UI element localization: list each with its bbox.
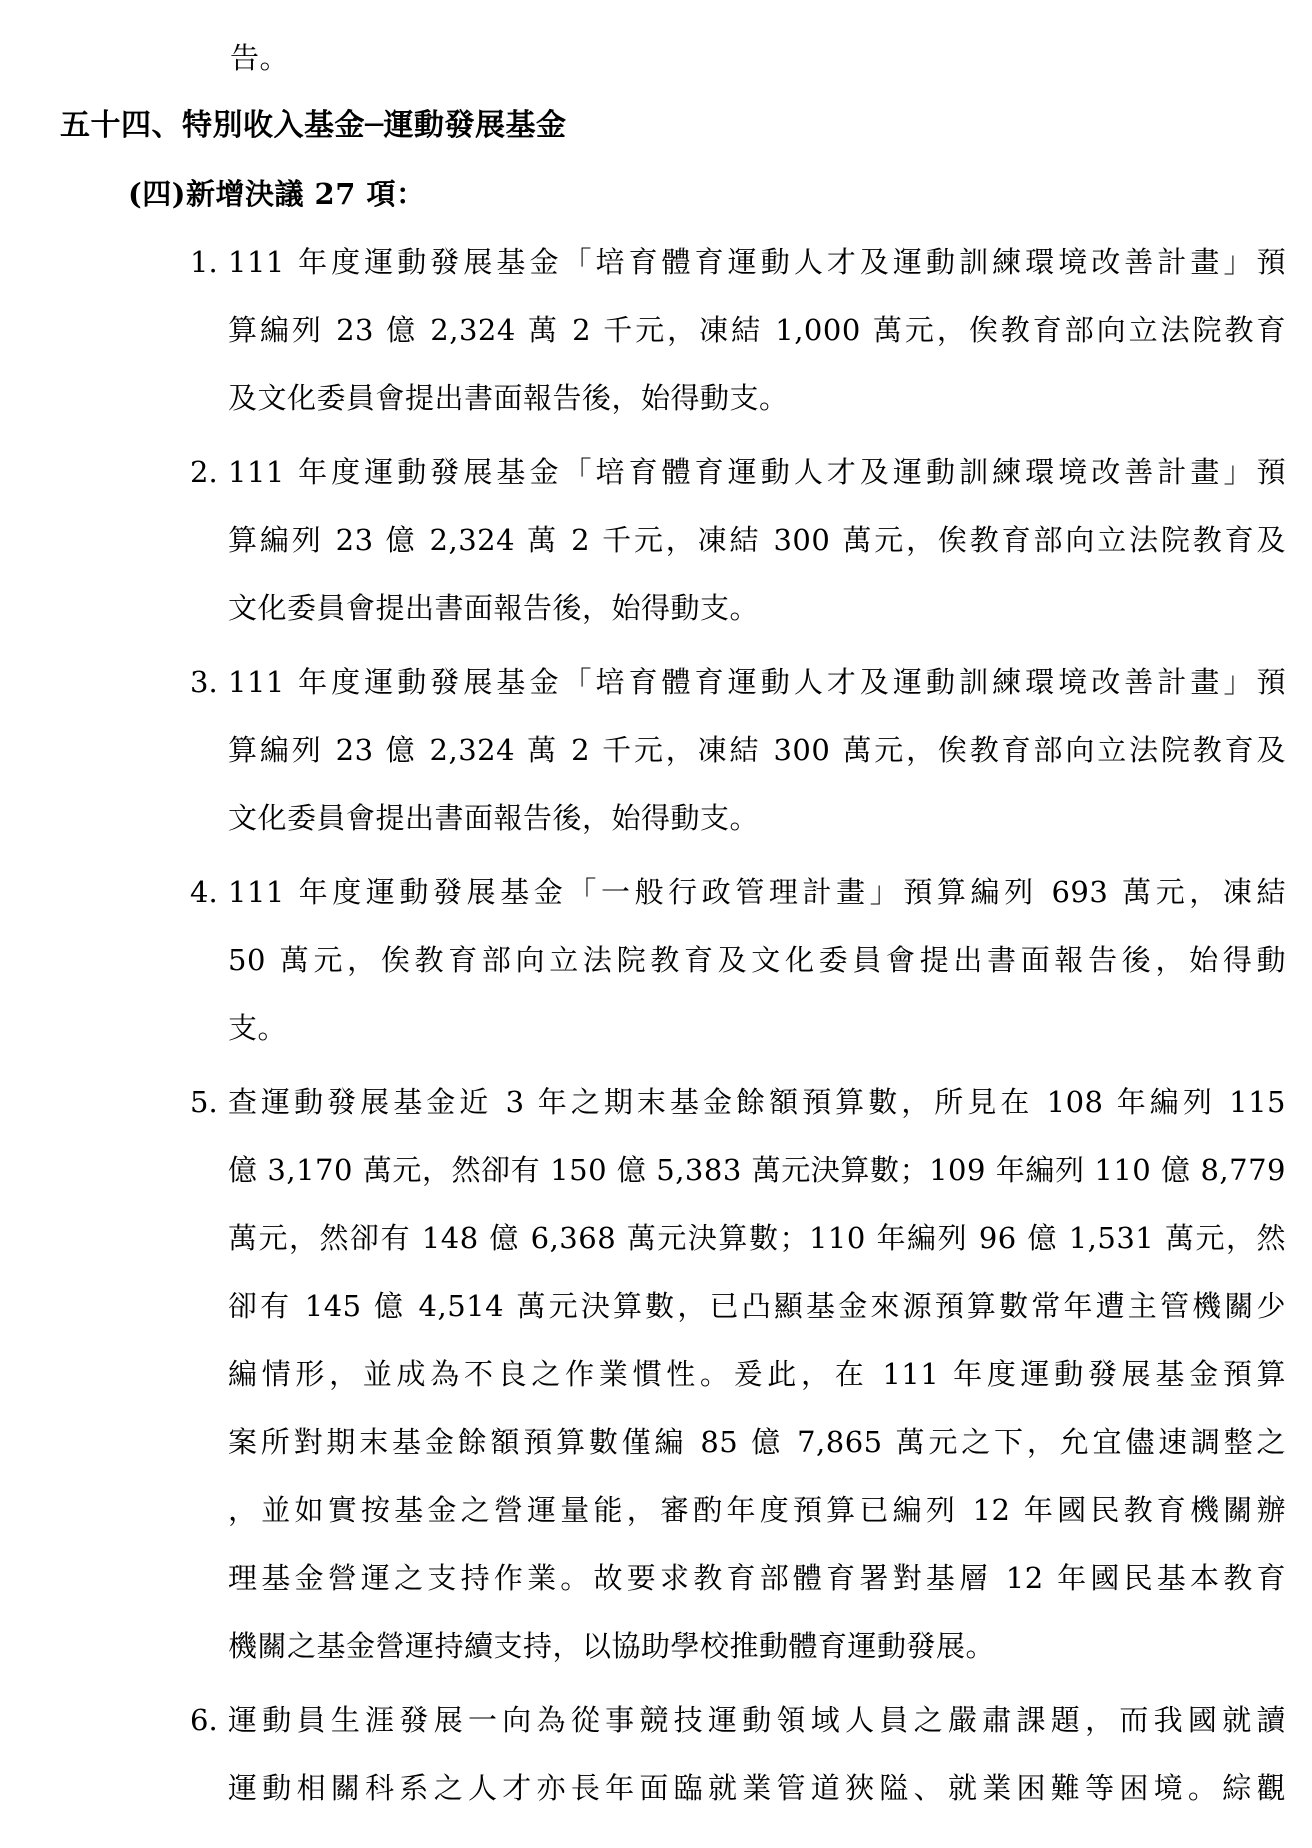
item-line: 111 年度運動發展基金「培育體育運動人才及運動訓練環境改善計畫」預 <box>228 245 1286 279</box>
item-line: 運動相關科系之人才亦長年面臨就業管道狹隘、就業困難等困境。綜觀 <box>228 1771 1286 1805</box>
item-number: 1. <box>190 245 218 279</box>
item-line: 111 年度運動發展基金「培育體育運動人才及運動訓練環境改善計畫」預 <box>228 455 1286 489</box>
item-line: 萬元，然卻有 148 億 6,368 萬元決算數；110 年編列 96 億 1,531 萬元，然 <box>228 1221 1286 1255</box>
item-line: 50 萬元，俟教育部向立法院教育及文化委員會提出書面報告後，始得動 <box>228 943 1286 977</box>
item-number: 4. <box>190 875 218 909</box>
item-line: 算編列 23 億 2,324 萬 2 千元，凍結 1,000 萬元，俟教育部向立法院教育 <box>228 313 1286 347</box>
continued-text-end: 告。 <box>230 41 290 75</box>
item-line: 機關之基金營運持續支持，以協助學校推動體育運動發展。 <box>228 1629 996 1663</box>
section-heading: 五十四、特別收入基金─運動發展基金 <box>60 108 567 143</box>
item-line: 文化委員會提出書面報告後，始得動支。 <box>228 801 760 835</box>
item-line: 及文化委員會提出書面報告後，始得動支。 <box>228 381 789 415</box>
item-line: 理基金營運之支持作業。故要求教育部體育署對基層 12 年國民基本教育 <box>228 1561 1286 1595</box>
item-line: 文化委員會提出書面報告後，始得動支。 <box>228 591 760 625</box>
item-line: 查運動發展基金近 3 年之期末基金餘額預算數，所見在 108 年編列 115 <box>228 1085 1286 1119</box>
item-line: 算編列 23 億 2,324 萬 2 千元，凍結 300 萬元，俟教育部向立法院教育及 <box>228 523 1286 557</box>
item-line: 算編列 23 億 2,324 萬 2 千元，凍結 300 萬元，俟教育部向立法院教育及 <box>228 733 1286 767</box>
subsection-heading: (四)新增決議 27 項： <box>128 177 426 211</box>
item-line: 編情形，並成為不良之作業慣性。爰此，在 111 年度運動發展基金預算 <box>228 1357 1286 1391</box>
item-line: 111 年度運動發展基金「一般行政管理計畫」預算編列 693 萬元，凍結 <box>228 875 1286 909</box>
item-line: 億 3,170 萬元，然卻有 150 億 5,383 萬元決算數；109 年編列 110 億 8,779 <box>228 1153 1286 1187</box>
item-number: 5. <box>190 1085 218 1119</box>
item-line: 111 年度運動發展基金「培育體育運動人才及運動訓練環境改善計畫」預 <box>228 665 1286 699</box>
item-line: 運動員生涯發展一向為從事競技運動領域人員之嚴肅課題，而我國就讀 <box>228 1703 1286 1737</box>
item-number: 6. <box>190 1703 218 1737</box>
item-line: 案所對期末基金餘額預算數僅編 85 億 7,865 萬元之下，允宜儘速調整之 <box>228 1425 1286 1459</box>
item-line: 支。 <box>228 1011 288 1045</box>
item-number: 2. <box>190 455 218 489</box>
item-line: ，並如實按基金之營運量能，審酌年度預算已編列 12 年國民教育機關辦 <box>228 1493 1286 1527</box>
item-number: 3. <box>190 665 218 699</box>
item-line: 卻有 145 億 4,514 萬元決算數，已凸顯基金來源預算數常年遭主管機關少 <box>228 1289 1286 1323</box>
